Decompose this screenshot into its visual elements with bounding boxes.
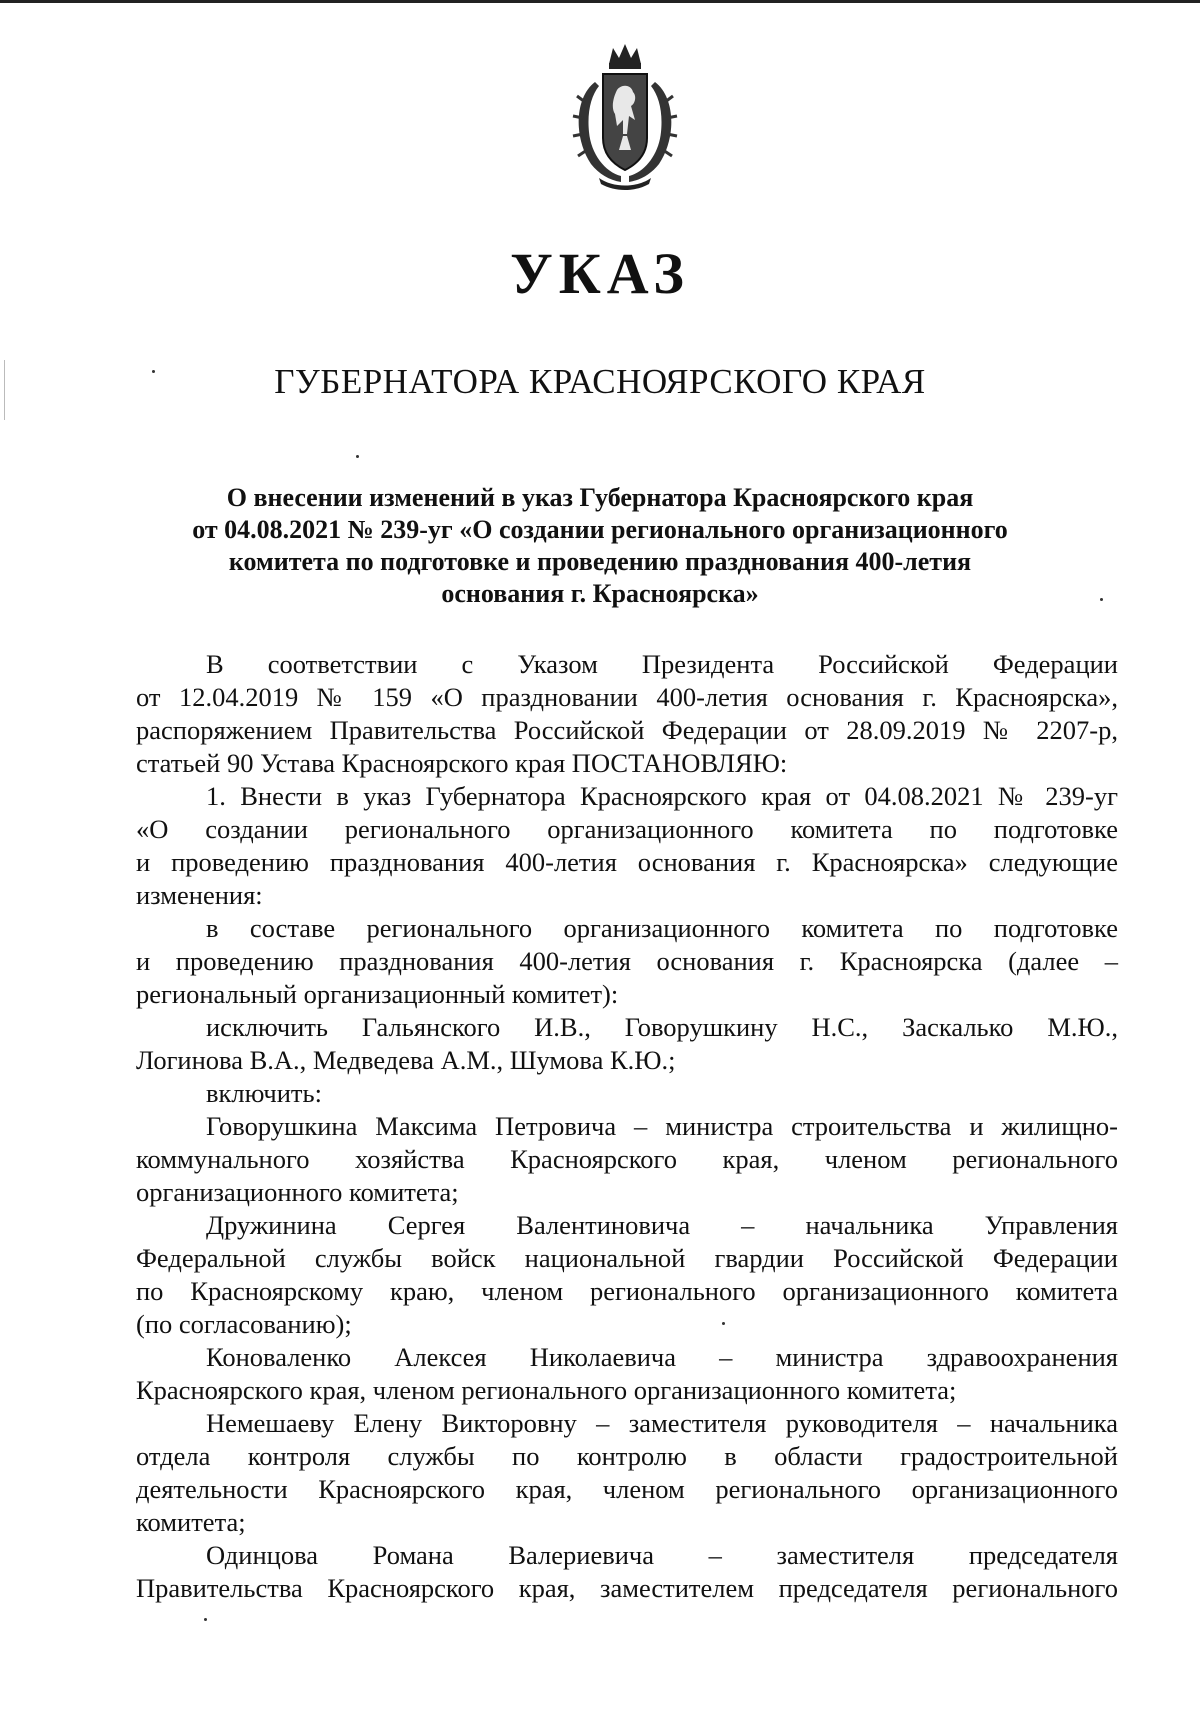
body-line: по Красноярскому краю, членом регионального организационного комитета (136, 1276, 1118, 1306)
body-line: «О создании регионального организационного комитета по подготовке (136, 814, 1118, 844)
scan-speck (1100, 598, 1103, 601)
document-title: УКАЗ (510, 241, 690, 306)
subject-line: от 04.08.2021 № 239-уг «О создании регионального организационного (192, 515, 1008, 544)
body-line: (по согласованию); (136, 1309, 352, 1339)
body-line: организационного комитета; (136, 1177, 459, 1207)
body-line: Немешаеву Елену Викторовну – заместителя руководителя – начальника (206, 1408, 1118, 1438)
body-line: деятельности Красноярского края, членом регионального организационного (136, 1474, 1118, 1504)
scan-speck (152, 370, 155, 373)
document-issuer: ГУБЕРНАТОРА КРАСНОЯРСКОГО КРАЯ (274, 362, 926, 401)
subject-line: О внесении изменений в указ Губернатора Красноярского края (226, 483, 974, 512)
body-line: изменения: (136, 880, 263, 910)
body-line: Правительства Красноярского края, заместителем председателя регионального (136, 1573, 1118, 1603)
krasnoyarsk-krai-coat-of-arms-icon (565, 42, 685, 192)
body-line: Коноваленко Алексея Николаевича – министра здравоохранения (206, 1342, 1118, 1372)
body-line: Дружинина Сергея Валентиновича – начальника Управления (206, 1210, 1118, 1240)
body-line: и проведению празднования 400-летия основания г. Красноярска (далее – (136, 946, 1118, 976)
document-subject (140, 482, 1060, 610)
body-line: распоряжением Правительства Российской Федерации от 28.09.2019 № 2207-р, (136, 715, 1118, 745)
body-line: Федеральной службы войск национальной гвардии Российской Федерации (136, 1243, 1118, 1273)
subject-line: комитета по подготовке и проведению празднования 400-летия (228, 547, 972, 576)
subject-line: основания г. Красноярска» (441, 579, 759, 608)
body-line: от 12.04.2019 № 159 «О праздновании 400-летия основания г. Красноярска», (136, 682, 1118, 712)
body-line: Красноярского края, членом регионального организационного комитета; (136, 1375, 957, 1405)
body-line: отдела контроля службы по контролю в области градостроительной (136, 1441, 1118, 1471)
body-line: включить: (206, 1078, 322, 1108)
body-line: региональный организационный комитет): (136, 979, 619, 1009)
body-line: комитета; (136, 1507, 246, 1537)
document-body (136, 648, 1118, 1605)
scan-speck (204, 1618, 207, 1621)
body-line: Логинова В.А., Медведева А.М., Шумова К.Ю.; (136, 1045, 676, 1075)
body-line: статьей 90 Устава Красноярского края ПОСТАНОВЛЯЮ: (136, 748, 788, 778)
body-line: Одинцова Романа Валериевича – заместителя председателя (206, 1540, 1118, 1570)
body-line: исключить Гальянского И.В., Говорушкину Н.С., Заскалько М.Ю., (206, 1012, 1118, 1042)
body-line: В соответствии с Указом Президента Российской Федерации (206, 649, 1118, 679)
body-line: Говорушкина Максима Петровича – министра строительства и жилищно- (206, 1111, 1118, 1141)
scan-speck (722, 1322, 725, 1325)
scan-speck (356, 455, 359, 458)
body-line: 1. Внести в указ Губернатора Красноярского края от 04.08.2021 № 239-уг (206, 781, 1118, 811)
scan-top-edge (0, 0, 1200, 3)
body-line: и проведению празднования 400-летия основания г. Красноярска» следующие (136, 847, 1118, 877)
body-line: коммунального хозяйства Красноярского края, членом регионального (136, 1144, 1118, 1174)
body-line: в составе регионального организационного комитета по подготовке (206, 913, 1118, 943)
